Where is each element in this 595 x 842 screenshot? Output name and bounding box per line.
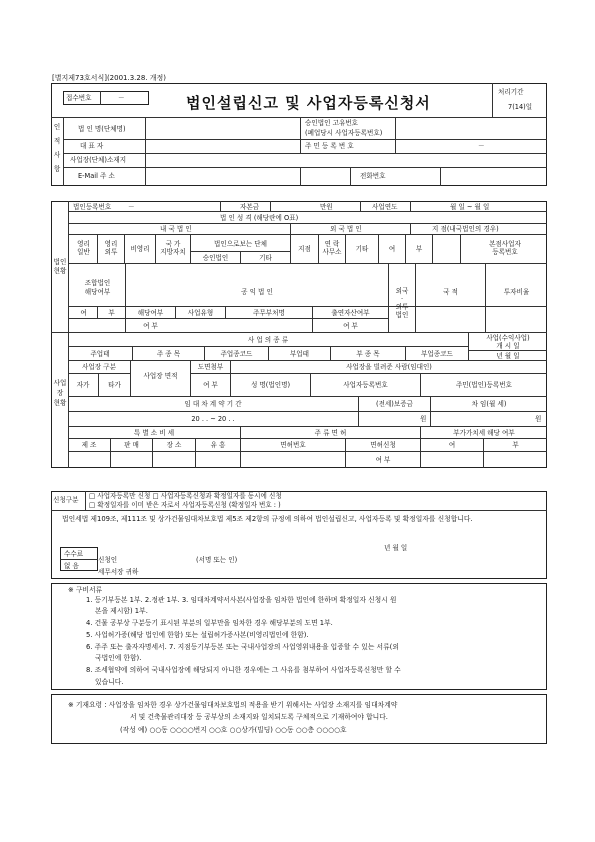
- form-number: [별지제73호서식](2001.3.28. 개정): [52, 74, 167, 82]
- page-title: 법인설립신고 및 사업자등록신청서: [186, 94, 431, 112]
- location-label: 사업장(단체)소재지: [70, 156, 127, 164]
- email-label: E-Mail 주 소: [78, 172, 115, 180]
- processing-value: 7(14)일: [508, 103, 533, 111]
- processing-label: 처리기간: [498, 88, 524, 96]
- corp-status-label: 법인 현황: [53, 258, 67, 275]
- phone-label: 전화번호: [360, 172, 386, 180]
- writing-guide-heading: ※ 기재요령 : 사업장을 임차한 경우 상가건물임대차보호법의 적용을 받기 위해서는 사업장 소재지를 임대차계약: [68, 701, 398, 709]
- application-date: 년 월 일: [384, 544, 408, 552]
- required-docs-heading: ※ 구비서류: [68, 586, 103, 594]
- corp-name-label: 법 인 명(단체명): [78, 125, 126, 133]
- applicant-label: 신청인: [98, 556, 118, 564]
- representative-label: 대 표 자: [80, 142, 104, 150]
- sign-label: (서명 또는 인): [196, 556, 238, 564]
- receipt-label: 접수번호: [66, 94, 92, 102]
- business-status-label: 사업 장 현황: [53, 379, 67, 407]
- approval-no-sub: (폐업당시 사업자등록번호): [305, 129, 383, 137]
- writing-example: (작성 예) ○○동 ○○○○번지 ○○호 ○○상가(빌딩) ○○동 ○○층 ○○○○호: [120, 726, 347, 734]
- application-option-2[interactable]: □ 확정일자를 이미 받은 자로서 사업자등록신청 (확정일자 번호 : ): [89, 501, 281, 509]
- application-statement: 법인세법 제109조, 제111조 및 상가건물임대차보호법 제5조 제2항의 규정에 의하여 법인설립신고, 사업자등록 및 확정일자를 신청합니다.: [62, 515, 473, 523]
- resident-no-label: 주 민 등 록 번 호: [305, 142, 354, 150]
- application-option-1[interactable]: □ 사업자등록만 신청 □ 사업자등록신청과 확정일자를 동시에 신청: [89, 492, 282, 500]
- receipt-dash: －: [118, 94, 125, 102]
- approval-no-label: 승인법인 고유번호: [305, 119, 359, 127]
- application-type-label: 신청구분: [53, 496, 79, 504]
- resident-dash: －: [478, 142, 485, 150]
- recipient-label: 세무서장 귀하: [98, 568, 139, 576]
- form-page: [별지제73호서식](2001.3.28. 개정) 접수번호 － 법인설립신고 및 사업자등록신청서 처리기간 7(14)일 인 적 사 항 법 인 명(단체명) 승인법인 고유번호 (폐업당시 사업자등록번호) 대 표 자 주 민 등 록 번 호 － 사업장(단체)소재지 E-Mail 주 소 전화번호 법인 현황 사업 장 현황 법인등록번호 － 자본금 만원 사업연도 월 일 ~ 월 일 법 인 성 격 (해당란에 O표) 내 국 법 인 외 국 법 인 지 점(내국법인의 경우) 영리 일반 영리 외투 비영리 국 가 지방자치 법인으로보는 단체 승인법인 기타 지점 연 락 사무소 기타 여 부 본점사업자 등록번호 조합법인 해당여부 공 익 법 인 외국 · 외투 법인 국 적 투자비율 여 부 해당여부 사업유형 주무부처명 출연자산여부 여 부 여 부 사 업 의 종 류 사업(수익사업) 개 시 일 년 월 일 주업태 주 종 목 주업종코드 부업태 부 종 목 부업종코드 사업장 구분 자가 타가 사업장 면적 도면첨부 여 부 사업장을 빌려준 사람(임대인) 성 명(법인명) 사업자등록번호 주민(법인)등록번호 임 대 차 계 약 기 간 (전세)보증금 차 임(월 세) 20 . . ~ 20 . . 원 원 특 별 소 비 세 주 류 면 허 부가가치세 해당 여부 제 조 판 매 장 소 유 흥 면허번호 면허신청 여 부 여 부 신청구분 □ 사업자등록만 신청 □ 사업자등록신청과 확정일자를 동시에 신청 □ 확정일자를 이미 받은 자로서 사업자등록신청 (확정일자 번호 : ) 법인세법 제109조, 제111조 및 상가건물임대차보호법 제5조 제2항의 규정에 의하여 법인설립신고, 사업자등록 및 확정일자를 신청합니다. 년 월 일 수수료 없 음 신청인 (서명 또는 인) 세무서장 귀하 ※ 구비서류 1. 등기부등본 1부. 2.정관 1부. 3. 임대차계약서사본(사업장을 임차한 법인에 한하며 확정일자 신청시 원 본을 제시함) 1부. 4. 건물 공부상 구분등기 표시된 부분의 일부만을 임차한 경우 해당부분의 도면 1부. 5. 사업허가증(해당 법인에 한함) 또는 설립허가증사본(비영리법인에 한함). 6. 주주 또는 출자자명세서. 7. 지점등기부등본 또는 국내사업장의 사업영위내용을 입증할 수 있는 서류(외 국법인에 한함). 8. 조세협약에 의하여 국내사업장에 해당되지 아니한 경우에는 그 사유를 첨부하여 사업자등록신청만 할 수 있습니다. ※ 기재요령 : 사업장을 임차한 경우 상가건물임대차보호법의 적용을 받기 위해서는 사업장 소재지를 임대차계약 서 및 건축물관리대장 등 공부상의 소재지와 일치되도록 구체적으로 기재하여야 합니다. (작성 예) ○○동 ○○○○번지 ○○호 ○○상가(빌딩) ○○동 ○○층 ○○○○호: [0, 0, 595, 842]
